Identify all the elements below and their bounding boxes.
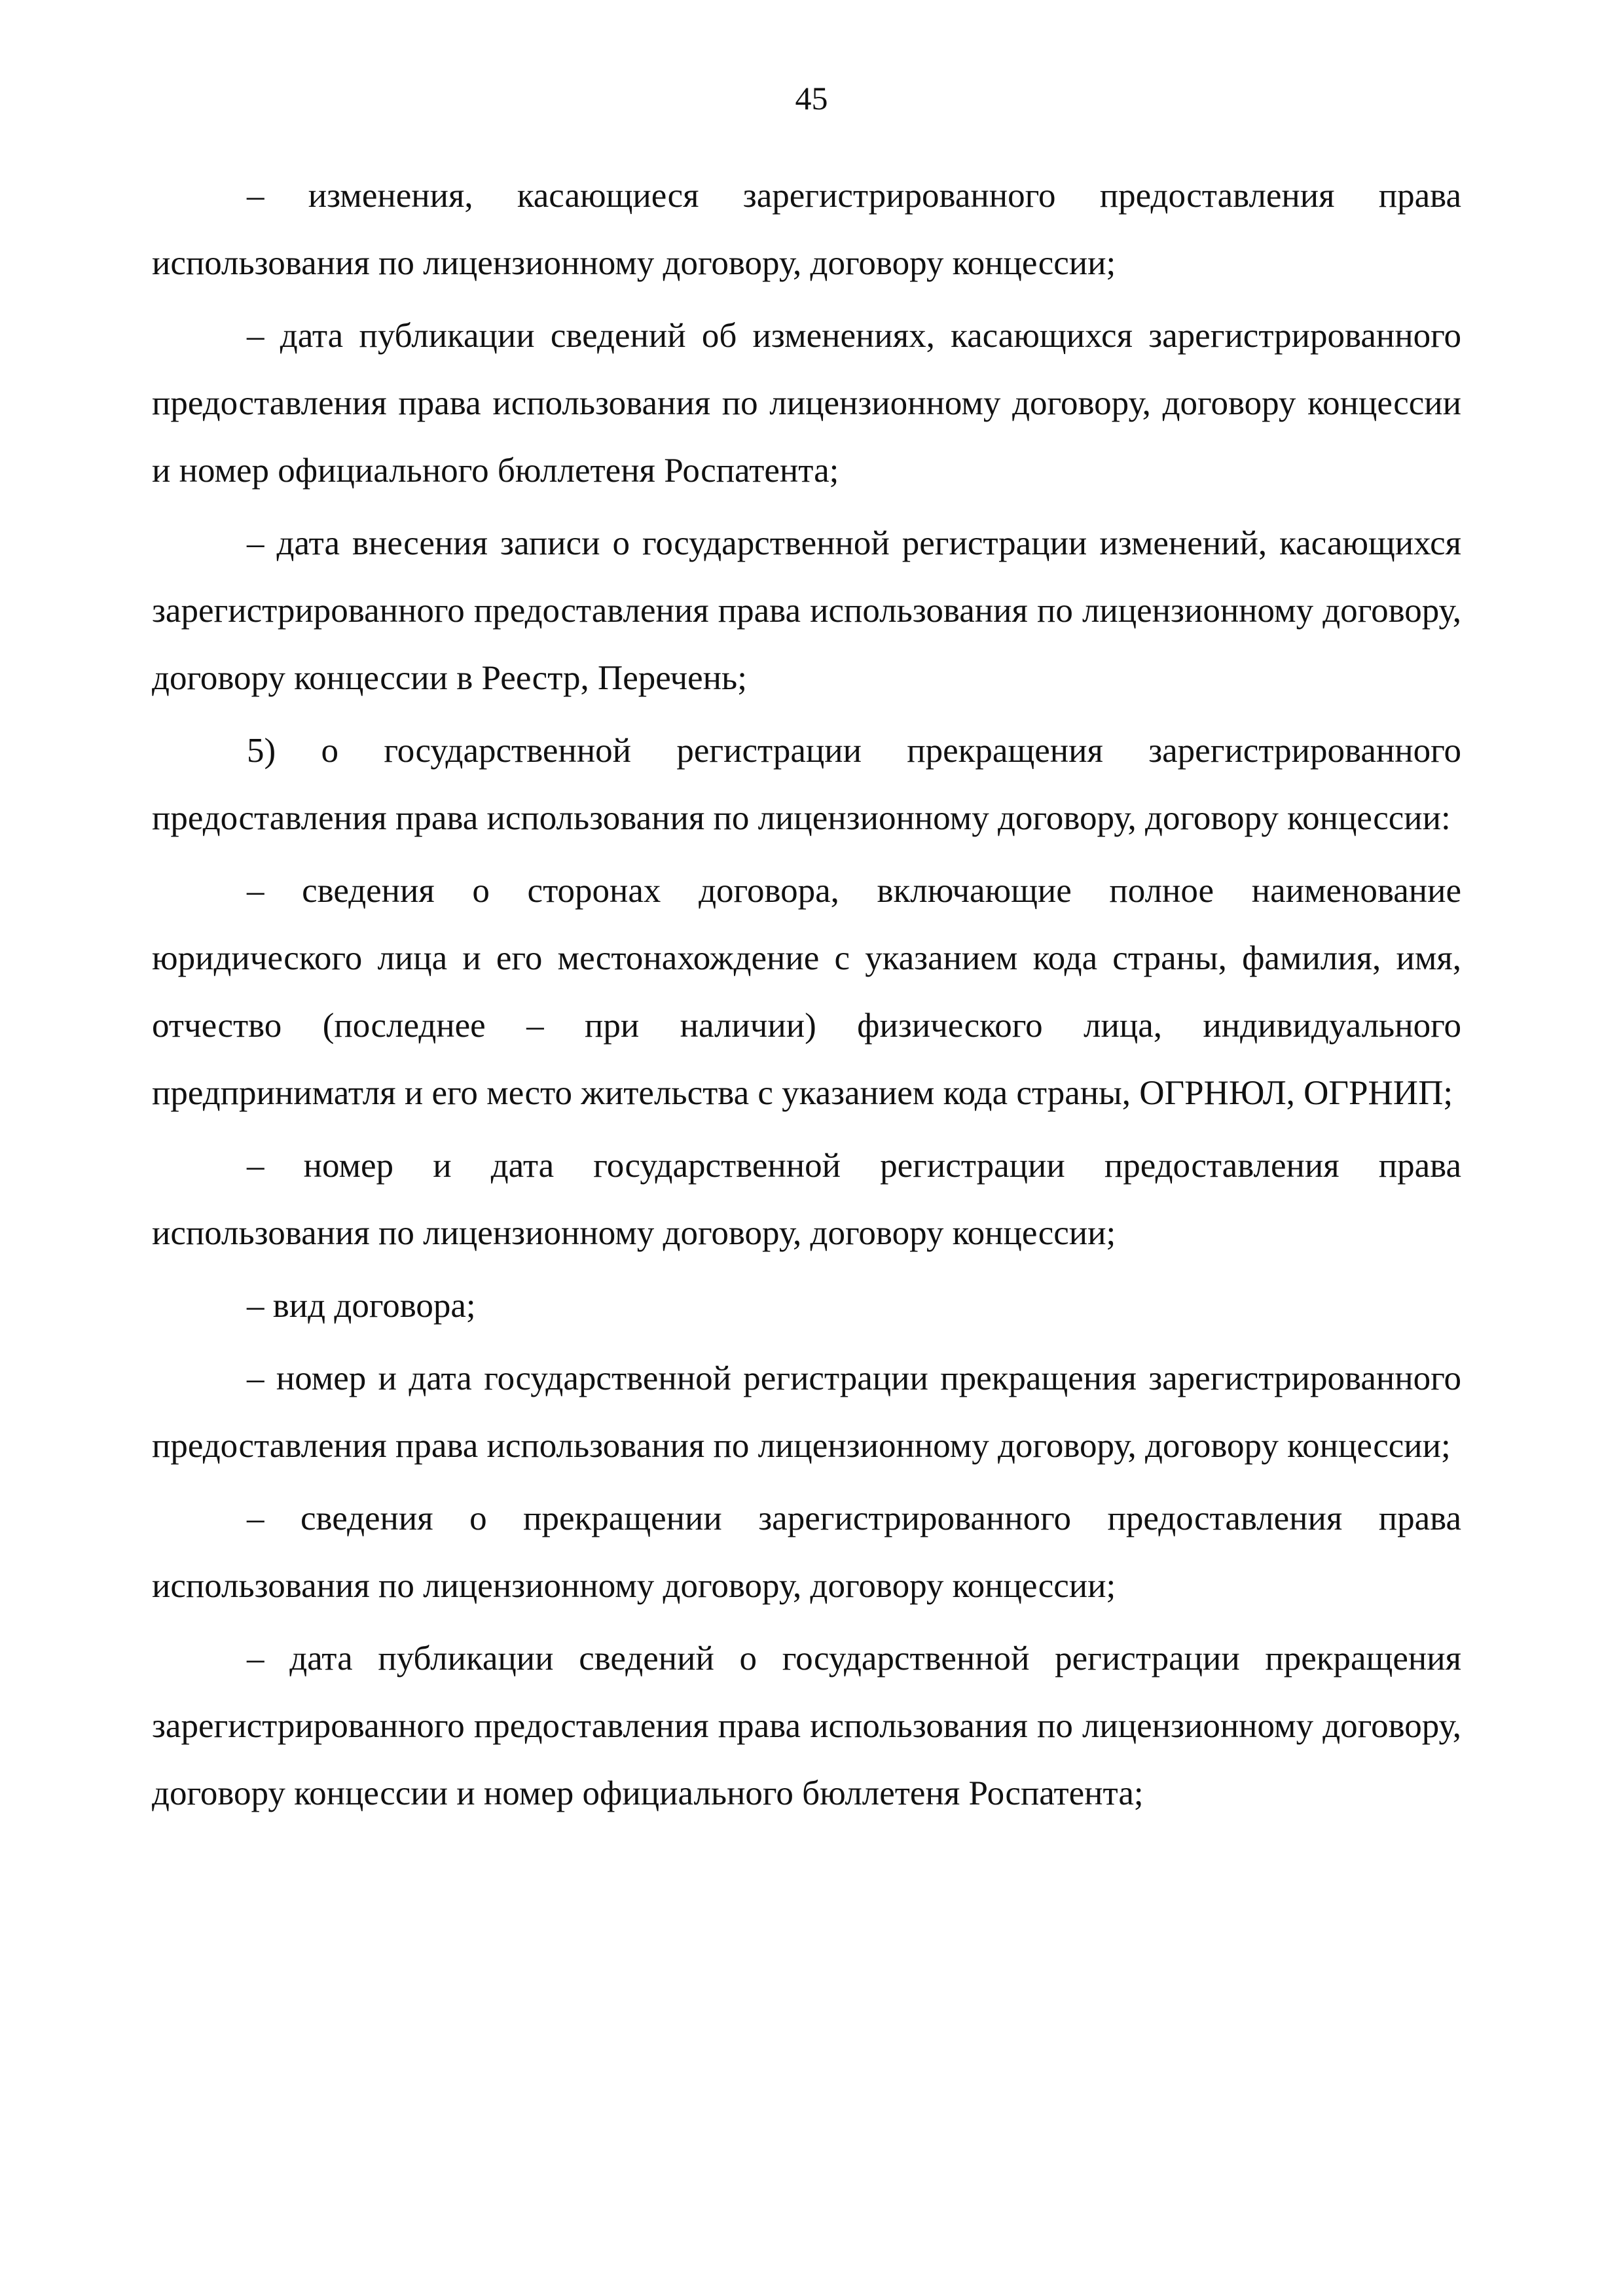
document-body (152, 162, 1461, 1833)
page-number: 45 (795, 80, 828, 117)
paragraph-registration-number-date: – номер и дата государственной регистрации предоставления права использования по лицензионному договору, договору концессии; (152, 1147, 1461, 1252)
paragraph-termination-publication: – дата публикации сведений о государственной регистрации прекращения зарегистрированного предоставления права использования по лицензионному договору, договору концессии и номер официального бюллетеня Роспатента; (152, 1640, 1461, 1812)
paragraph-changes: – изменения, касающиеся зарегистрированного предоставления права использования по лицензионному договору, договору концессии; (152, 177, 1461, 282)
paragraph-registry-entry-date: – дата внесения записи о государственной регистрации изменений, касающихся зарегистрированного предоставления права использования по лицензионному договору, договору концессии в Реестр, Перечень; (152, 524, 1461, 697)
paragraph-termination-info: – сведения о прекращении зарегистрированного предоставления права использования по лицензионному договору, договору концессии; (152, 1499, 1461, 1605)
paragraph-parties-info: – сведения о сторонах договора, включающие полное наименование юридического лица и его местонахождение с указанием кода страны, фамилия, имя, отчество (последнее – при наличии) физического лица, индивидуального предприниматля и его место жительства с указанием кода страны, ОГРНЮЛ, ОГРНИП; (152, 872, 1461, 1112)
paragraph-termination-number-date: – номер и дата государственной регистрации прекращения зарегистрированного предоставления права использования по лицензионному договору, договору концессии; (152, 1359, 1461, 1465)
paragraph-contract-type: – вид договора; (247, 1287, 476, 1325)
paragraph-section-5: 5) о государственной регистрации прекращения зарегистрированного предоставления права использования по лицензионному договору, договору концессии: (152, 732, 1461, 837)
paragraph-publication-date-changes: – дата публикации сведений об изменениях, касающихся зарегистрированного предоставления права использования по лицензионному договору, договору концессии и номер официального бюллетеня Роспатента; (152, 317, 1461, 490)
